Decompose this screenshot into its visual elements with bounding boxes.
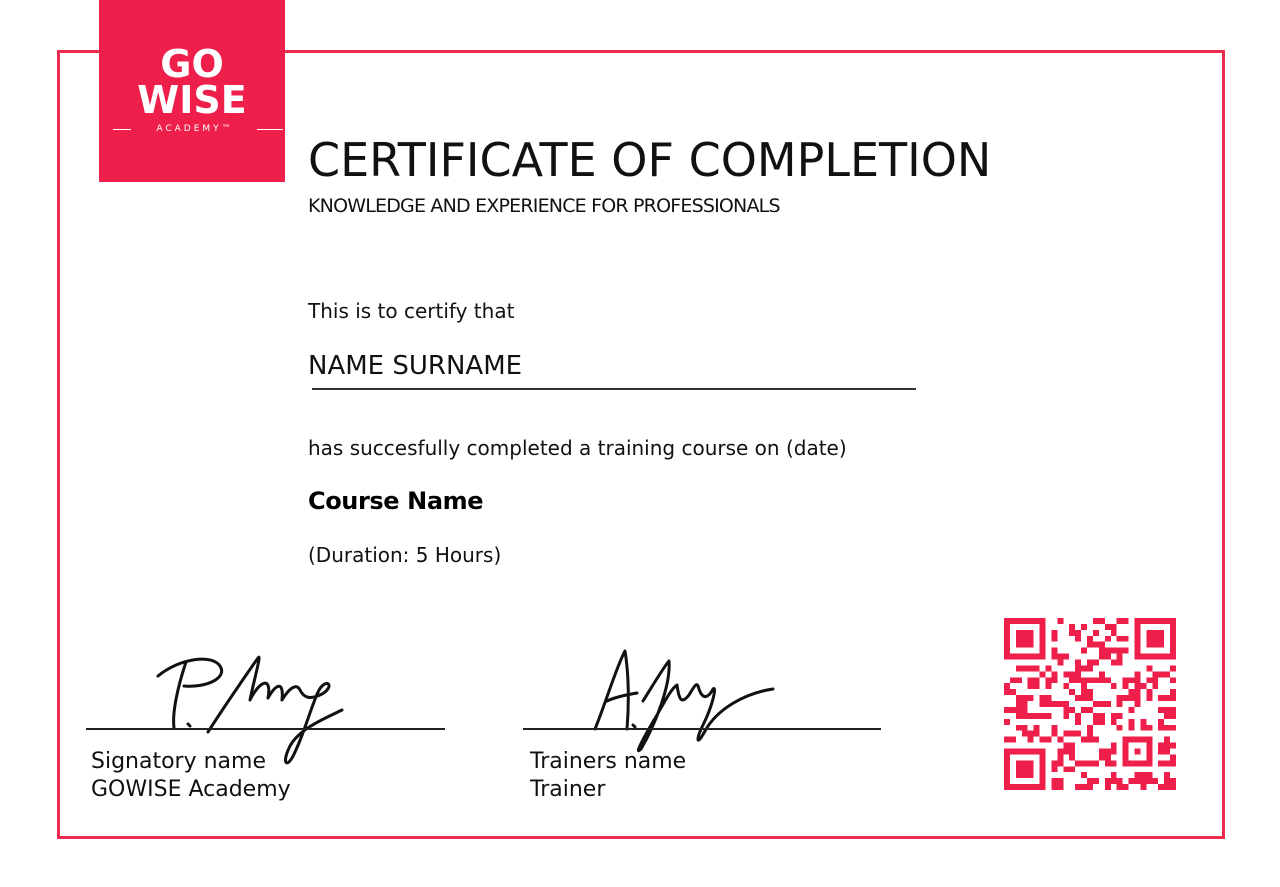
recipient-name: NAME SURNAME bbox=[308, 351, 523, 381]
trainer-role: Trainer bbox=[530, 777, 606, 802]
qr-code-icon bbox=[1004, 618, 1176, 790]
signatory-organization: GOWISE Academy bbox=[91, 777, 291, 802]
logo-divider-right bbox=[257, 129, 283, 130]
signature-1-line bbox=[86, 728, 445, 730]
certify-text: This is to certify that bbox=[308, 299, 515, 323]
certificate-title: CERTIFICATE OF COMPLETION bbox=[308, 133, 992, 187]
logo-divider-left bbox=[113, 129, 131, 130]
signature-2-line bbox=[523, 728, 881, 730]
gowise-logo bbox=[99, 0, 285, 182]
logo-tagline-row bbox=[99, 122, 285, 136]
logo-tagline: ACADEMY™ bbox=[156, 124, 234, 134]
course-name: Course Name bbox=[308, 487, 484, 515]
trainer-name: Trainers name bbox=[530, 749, 687, 774]
logo-wise-text: WISE bbox=[137, 78, 247, 122]
signatory-name: Signatory name bbox=[91, 749, 267, 774]
name-underline bbox=[312, 388, 916, 390]
signature-2-handwriting bbox=[585, 645, 785, 755]
logo-go-text: GO bbox=[160, 42, 224, 86]
completion-text: has succesfully completed a training course on (date) bbox=[308, 436, 847, 460]
certificate-subtitle: KNOWLEDGE AND EXPERIENCE FOR PROFESSIONALS bbox=[308, 195, 780, 217]
course-duration: (Duration: 5 Hours) bbox=[308, 543, 502, 567]
